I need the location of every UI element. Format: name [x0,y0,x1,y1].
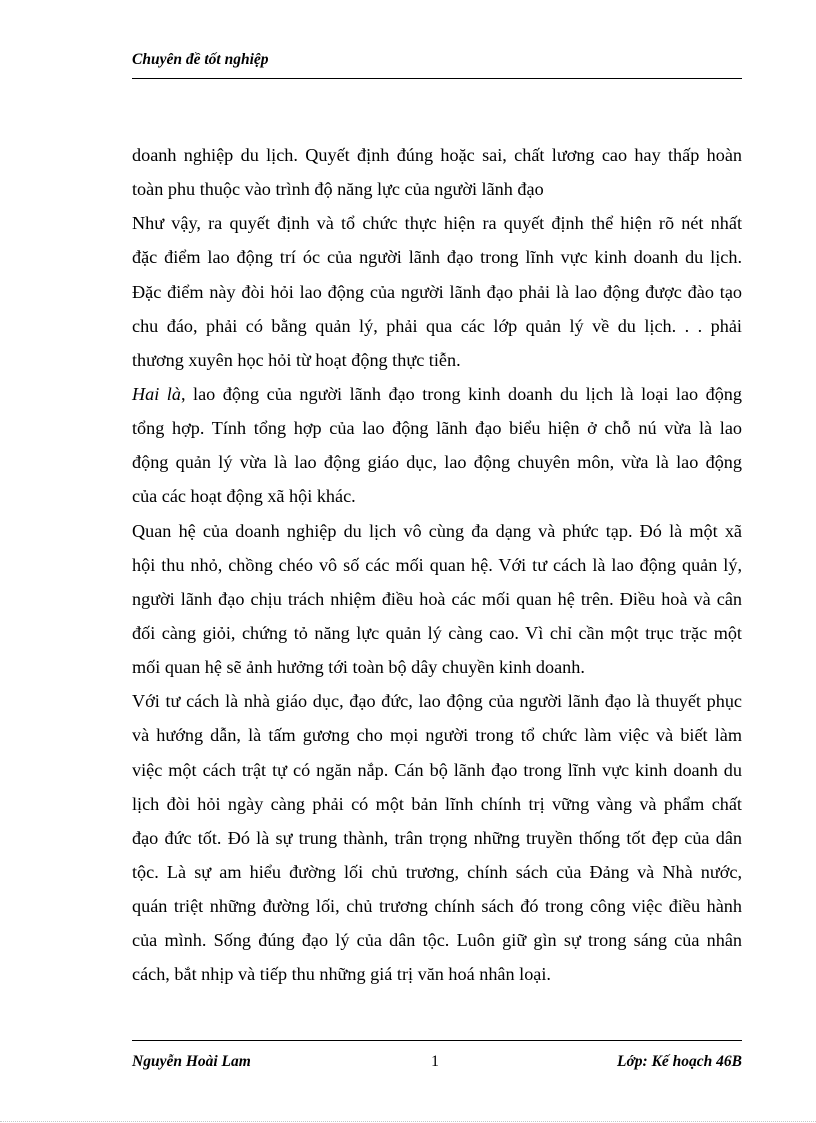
body-line [132,377,742,411]
body-line: thương xuyên học hỏi từ hoạt động thực tiễn. [132,349,461,370]
header-title: Chuyên đề tốt nghiệp [132,51,269,68]
body-line: động quản lý vừa là lao động giáo dục, lao động chuyên môn, vừa là lao động [132,452,742,473]
body-line: của các hoạt động xã hội khác. [132,486,356,507]
footer-class: Lớp: Kế hoạch 46B [617,1053,742,1070]
body-line: cách, bắt nhịp và tiếp thu những giá trị văn hoá nhân loại. [132,964,551,985]
body-line: Với tư cách là nhà giáo dục, đạo đức, lao động của người lãnh đạo là thuyết phục [132,691,742,712]
document-body [132,138,742,992]
body-line: tổng hợp. Tính tổng hợp của lao động lãnh đạo biểu hiện ở chỗ nú vừa là lao [132,418,742,439]
body-line: Đặc điểm này đòi hỏi lao động của người lãnh đạo phải là lao động được đào tạo [132,281,742,302]
body-line: doanh nghiệp du lịch. Quyết định đúng hoặc sai, chất lương cao hay thấp hoàn [132,145,742,165]
header-rule [132,78,742,79]
emphasis-lead: Hai là [132,383,181,404]
body-line: người lãnh đạo chịu trách nhiệm điều hoà các mối quan hệ trên. Điều hoà và cân [132,588,742,609]
body-line: Như vậy, ra quyết định và tổ chức thực hiện ra quyết định thể hiện rõ nét nhất [132,213,742,234]
footer-author: Nguyễn Hoài Lam [132,1053,251,1070]
body-line: đạo đức tốt. Đó là sự trung thành, trân trọng những truyền thống tốt đẹp của dân [132,827,742,848]
body-line-rest: , lao động của người lãnh đạo trong kinh doanh du lịch là loại lao động [180,383,742,404]
page-edge [0,1121,816,1122]
body-line: đặc điểm lao động trí óc của người lãnh đạo trong lĩnh vực kinh doanh du lịch. [132,247,742,268]
body-line: hội thu nhỏ, chồng chéo vô số các mối quan hệ. Với tư cách là lao động quản lý, [132,554,742,575]
body-line: quán triệt những đường lối, chủ trương chính sách đó trong công việc điều hành [132,896,742,917]
body-line: tộc. Là sự am hiểu đường lối chủ trương, chính sách của Đảng và Nhà nước, [132,861,742,882]
footer-rule [132,1040,742,1041]
body-line: đối càng giỏi, chứng tỏ năng lực quản lý càng cao. Vì chỉ cần một trục trặc một [132,622,742,643]
body-line: toàn phu thuộc vào trình độ năng lực của người lãnh đạo [132,179,544,200]
body-line: Quan hệ của doanh nghiệp du lịch vô cùng đa dạng và phức tạp. Đó là một xã [132,520,742,541]
body-line: và hướng dẫn, là tấm gương cho mọi người trong tổ chức làm việc và biết làm [132,725,742,746]
body-line: của mình. Sống đúng đạo lý của dân tộc. Luôn giữ gìn sự trong sáng của nhân [132,930,742,951]
body-line: mối quan hệ sẽ ảnh hưởng tới toàn bộ dây chuyền kinh doanh. [132,657,585,678]
page-number: 1 [431,1053,439,1070]
body-line: việc một cách trật tự có ngăn nắp. Cán bộ lãnh đạo trong lĩnh vực kinh doanh du [132,759,742,780]
body-line: chu đáo, phải có bằng quản lý, phải qua các lớp quản lý về du lịch. . . phải [132,315,742,336]
body-line: lịch đòi hỏi ngày càng phải có một bản lĩnh chính trị vững vàng và phẩm chất [132,793,742,814]
